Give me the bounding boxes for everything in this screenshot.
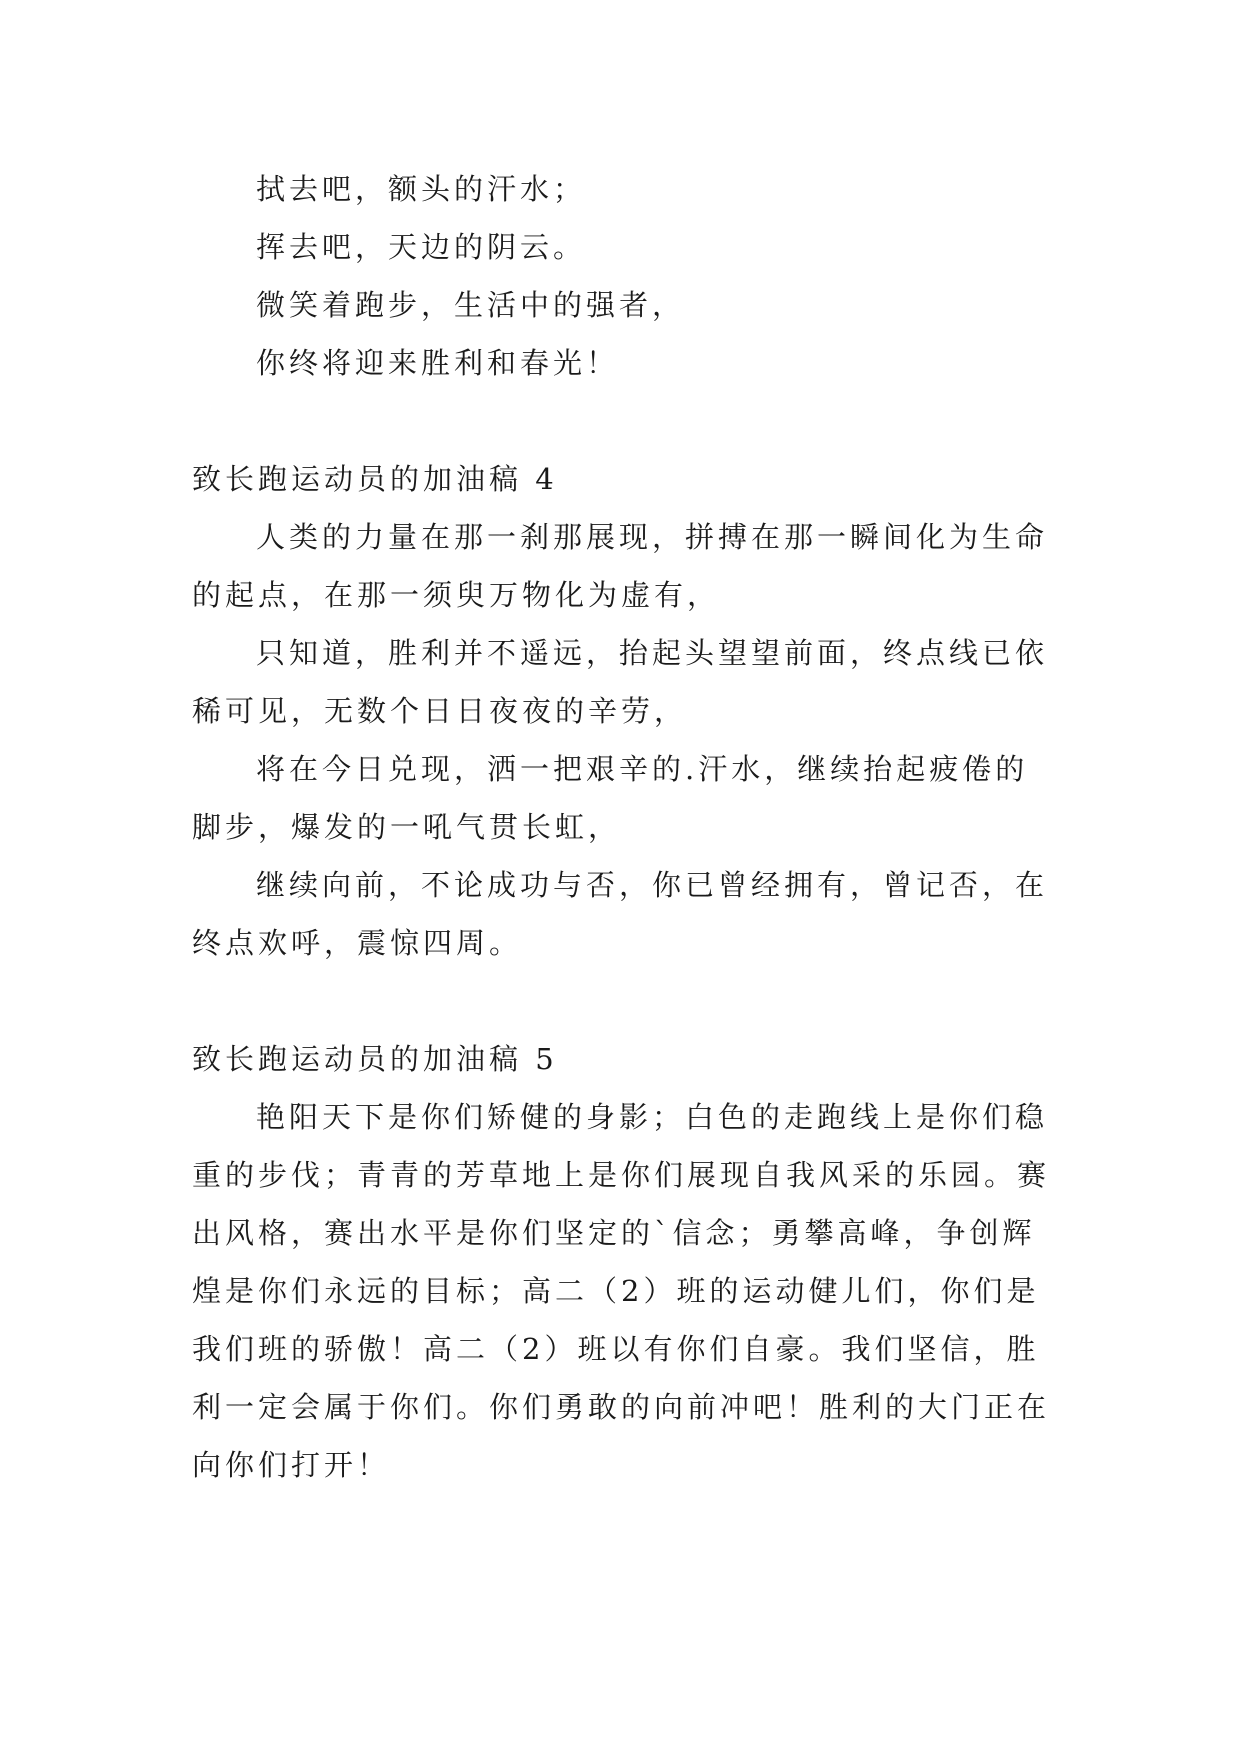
poem-line: 挥去吧，天边的阴云。 (256, 230, 587, 264)
paragraph-line: 稀可见，无数个日日夜夜的辛劳， (192, 694, 688, 728)
paragraph-line: 只知道，胜利并不遥远，抬起头望望前面，终点线已依 (256, 636, 1049, 670)
paragraph-line: 艳阳天下是你们矫健的身影；白色的走跑线上是你们稳 (256, 1100, 1049, 1134)
paragraph-line: 继续向前，不论成功与否，你已曾经拥有，曾记否，在 (256, 868, 1049, 902)
paragraph-line: 终点欢呼，震惊四周。 (192, 926, 523, 960)
paragraph-line: 将在今日兑现，洒一把艰辛的.汗水，继续抬起疲倦的 (256, 752, 1029, 786)
paragraph-line: 我们班的骄傲！高二（2）班以有你们自豪。我们坚信，胜 (192, 1332, 1040, 1366)
poem-line: 拭去吧，额头的汗水； (256, 172, 587, 206)
poem-line: 你终将迎来胜利和春光！ (256, 346, 620, 380)
paragraph-line: 煌是你们永远的目标；高二（2）班的运动健儿们，你们是 (192, 1274, 1040, 1308)
section-spacer (192, 392, 1052, 450)
poem-line: 微笑着跑步，生活中的强者， (256, 288, 686, 322)
paragraph-line: 脚步，爆发的一吼气贯长虹， (192, 810, 622, 844)
section-spacer (192, 972, 1052, 1030)
document-content (192, 160, 1052, 1494)
paragraph-line: 的起点，在那一须臾万物化为虚有， (192, 578, 721, 612)
paragraph-line: 出风格，赛出水平是你们坚定的`信念；勇攀高峰，争创辉 (192, 1216, 1036, 1250)
paragraph-line: 向你们打开！ (192, 1448, 391, 1482)
paragraph-line: 利一定会属于你们。你们勇敢的向前冲吧！胜利的大门正在 (192, 1390, 1051, 1424)
paragraph-line: 人类的力量在那一刹那展现，拼搏在那一瞬间化为生命 (256, 520, 1049, 554)
section-5-title: 致长跑运动员的加油稿 5 (192, 1042, 558, 1076)
section-4-title: 致长跑运动员的加油稿 4 (192, 462, 558, 496)
paragraph-line: 重的步伐；青青的芳草地上是你们展现自我风采的乐园。赛 (192, 1158, 1051, 1192)
